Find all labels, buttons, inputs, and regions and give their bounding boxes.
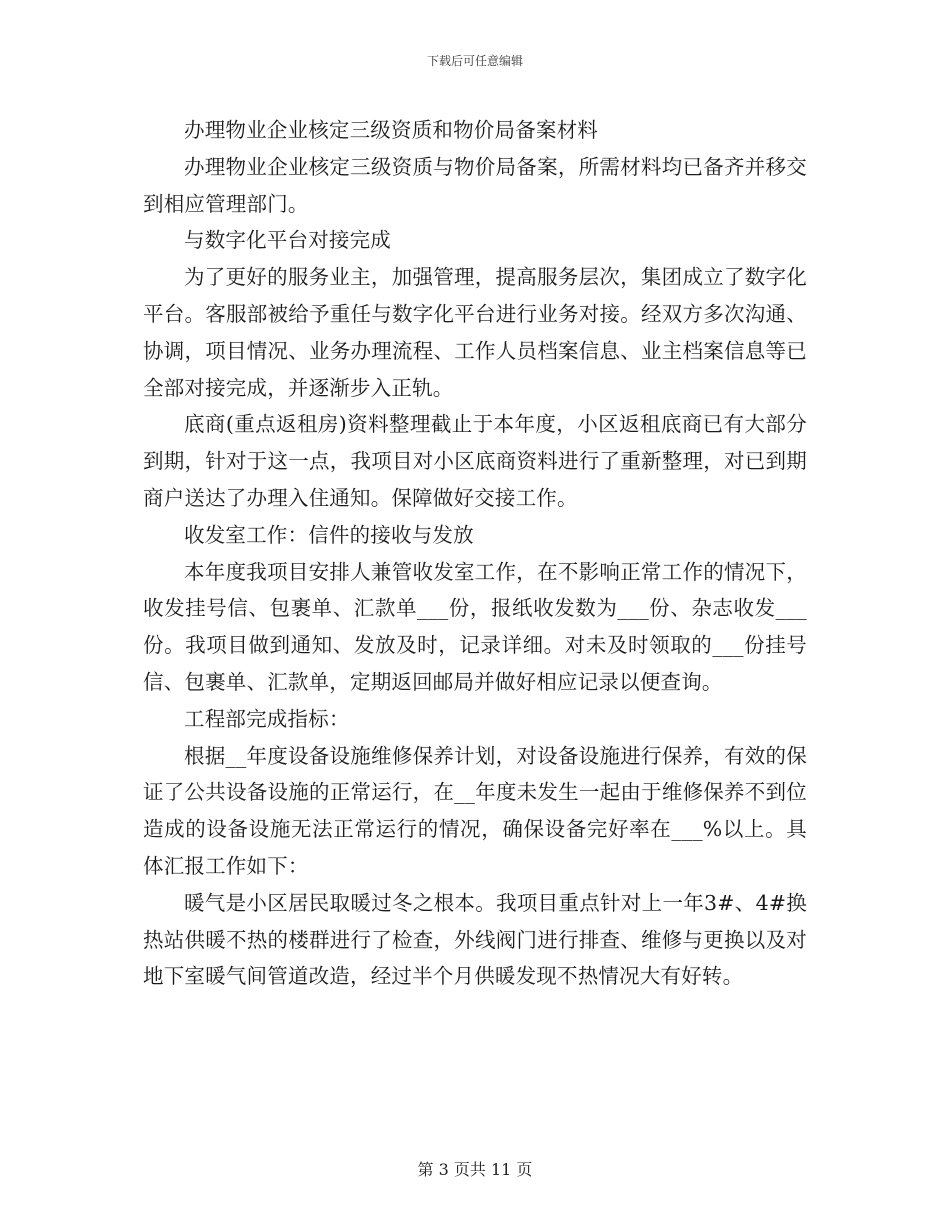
paragraph-shop-records: 底商(重点返租房)资料整理截止于本年度，小区返租底商已有大部分到期，针对于这一点，我项目对小区底商资料进行了重新整理，对已到期商户送达了办理入住通知。保障做好交接工作。 <box>143 412 807 510</box>
section-heading-mailroom: 收发室工作：信件的接收与发放 <box>184 522 474 547</box>
paragraph-qualification: 办理物业企业核定三级资质与物价局备案，所需材料均已备齐并移交到相应管理部门。 <box>143 154 807 216</box>
section-heading-engineering: 工程部完成指标： <box>184 706 350 731</box>
page-number: 第 3 页共 11 页 <box>417 1160 533 1179</box>
paragraph-maintenance: 根据__年度设备设施维修保养计划，对设备设施进行保养，有效的保证了公共设备设施的正常运行，在__年度未发生一起由于维修保养不到位造成的设备设施无法正常运行的情况，确保设备完好率在___%以上。具体汇报工作如下： <box>143 743 807 878</box>
paragraph-digital-platform: 为了更好的服务业主，加强管理，提高服务层次，集团成立了数字化平台。客服部被给予重任与数字化平台进行业务对接。经双方多次沟通、协调，项目情况、业务办理流程、工作人员档案信息、业主档案信息等已全部对接完成，并逐渐步入正轨。 <box>143 265 807 400</box>
section-heading-qualification: 办理物业企业核定三级资质和物价局备案材料 <box>184 118 598 142</box>
paragraph-heating: 暖气是小区居民取暖过冬之根本。我项目重点针对上一年3#、4#换热站供暖不热的楼群进行了检查，外线阀门进行排查、维修与更换以及对地下室暖气间管道改造，经过半个月供暖发现不热情况大有好转。 <box>143 890 807 989</box>
page-header-note: 下载后可任意编辑 <box>426 54 523 68</box>
paragraph-mailroom: 本年度我项目安排人兼管收发室工作，在不影响正常工作的情况下，收发挂号信、包裹单、汇款单___份，报纸收发数为___份、杂志收发___份。我项目做到通知、发放及时，记录详细。对未及时领取的___份挂号信、包裹单、汇款单，定期返回邮局并做好相应记录以便查询。 <box>143 559 807 694</box>
section-heading-digital-platform: 与数字化平台对接完成 <box>184 228 391 253</box>
document-body <box>143 112 807 995</box>
